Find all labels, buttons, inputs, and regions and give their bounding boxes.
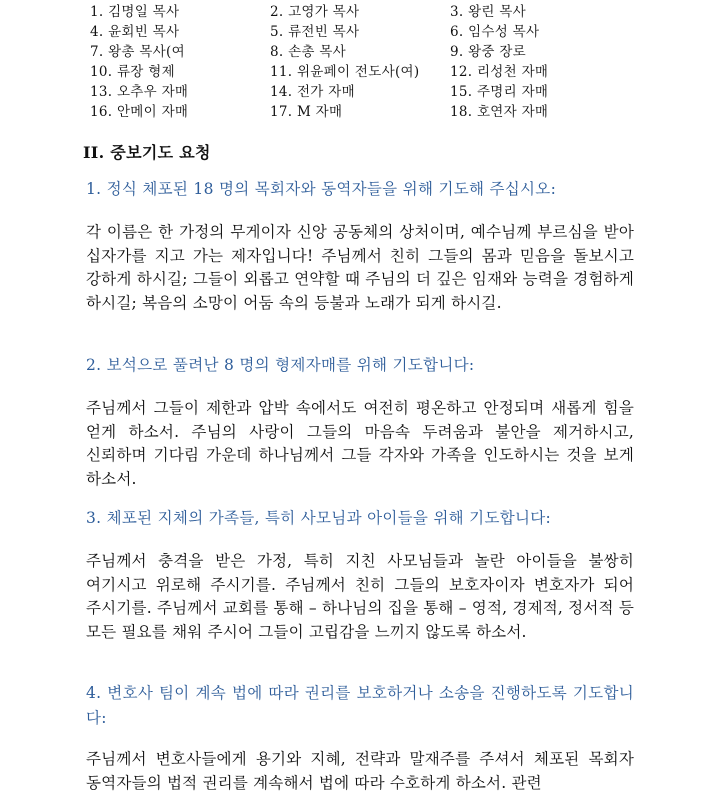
name-entry: 13. 오추우 자매: [90, 84, 189, 100]
prayer-title-2: 2. 보석으로 풀려난 8 명의 형제자매를 위해 기도합니다:: [86, 356, 475, 374]
name-row: [90, 42, 630, 62]
name-entry: 9. 왕중 장로: [450, 44, 527, 60]
name-entry: 12. 리성천 자매: [450, 64, 549, 80]
name-entry: 6. 임수성 목사: [450, 24, 540, 40]
prayer-body-4: 주님께서 변호사들에게 용기와 지혜, 전략과 말재주를 주셔서 체포된 목회자 동역자들의 법적 권리를 계속해서 법에 따라 수호하게 하소서. 관련: [86, 750, 634, 792]
name-entry: 1. 김명일 목사: [90, 4, 180, 20]
name-entry: 7. 왕총 목사(여: [90, 44, 185, 60]
name-row: [90, 102, 630, 122]
prayer-body-3: 주님께서 충격을 받은 가정, 특히 지친 사모님들과 놀란 아이들을 불쌍히 여기시고 위로해 주시기를. 주님께서 친히 그들의 보호자이자 변호자가 되어 주시기를. 주님께서 교회를 통해 – 하나님의 집을 통해 – 영적, 경제적, 정서적 등 모든 필요를 채워 주시어 그들이 고립감을 느끼지 않도록 하소서.: [86, 552, 634, 641]
name-row: [90, 22, 630, 42]
detainee-name-list: [90, 2, 630, 122]
prayer-body-2: 주님께서 그들이 제한과 압박 속에서도 여전히 평온하고 안정되며 새롭게 힘을 얻게 하소서. 주님의 사랑이 그들의 마음속 두려움과 불안을 제거하시고, 신뢰하며 기다림 가운데 하나님께서 그들 각자와 가족을 인도하시는 것을 보게 하소서.: [86, 399, 634, 488]
name-entry: 2. 고영가 목사: [270, 4, 360, 20]
name-row: [90, 82, 630, 102]
name-entry: 14. 전가 자매: [270, 84, 355, 100]
name-entry: 11. 위윤페이 전도사(여): [270, 64, 420, 80]
section-heading: II. 중보기도 요청: [83, 143, 211, 162]
name-entry: 8. 손총 목사: [270, 44, 347, 60]
name-entry: 15. 주명리 자매: [450, 84, 549, 100]
name-entry: 17. M 자매: [270, 104, 343, 120]
name-entry: 18. 호연자 자매: [450, 104, 549, 120]
prayer-title-4: 4. 변호사 팀이 계속 법에 따라 권리를 보호하거나 소송을 진행하도록 기도합니다:: [86, 684, 634, 727]
prayer-title-1: 1. 정식 체포된 18 명의 목회자와 동역자들을 위해 기도해 주십시오:: [86, 180, 557, 198]
name-entry: 16. 안메이 자매: [90, 104, 189, 120]
prayer-body-1: 각 이름은 한 가정의 무게이자 신앙 공동체의 상처이며, 예수님께 부르심을 받아 십자가를 지고 가는 제자입니다! 주님께서 친히 그들의 몸과 믿음을 돌보시고 강하게 하시길; 그들이 외롭고 연약할 때 주님의 더 깊은 임재와 능력을 경험하게 하시길; 복음의 소망이 어둠 속의 등불과 노래가 되게 하시길.: [86, 223, 634, 312]
name-entry: 5. 류전빈 목사: [270, 24, 360, 40]
name-entry: 3. 왕린 목사: [450, 4, 527, 20]
name-row: [90, 2, 630, 22]
name-entry: 4. 윤회빈 목사: [90, 24, 180, 40]
prayer-title-3: 3. 체포된 지체의 가족들, 특히 사모님과 아이들을 위해 기도합니다:: [86, 509, 552, 527]
name-entry: 10. 류장 형제: [90, 64, 175, 80]
name-row: [90, 62, 630, 82]
